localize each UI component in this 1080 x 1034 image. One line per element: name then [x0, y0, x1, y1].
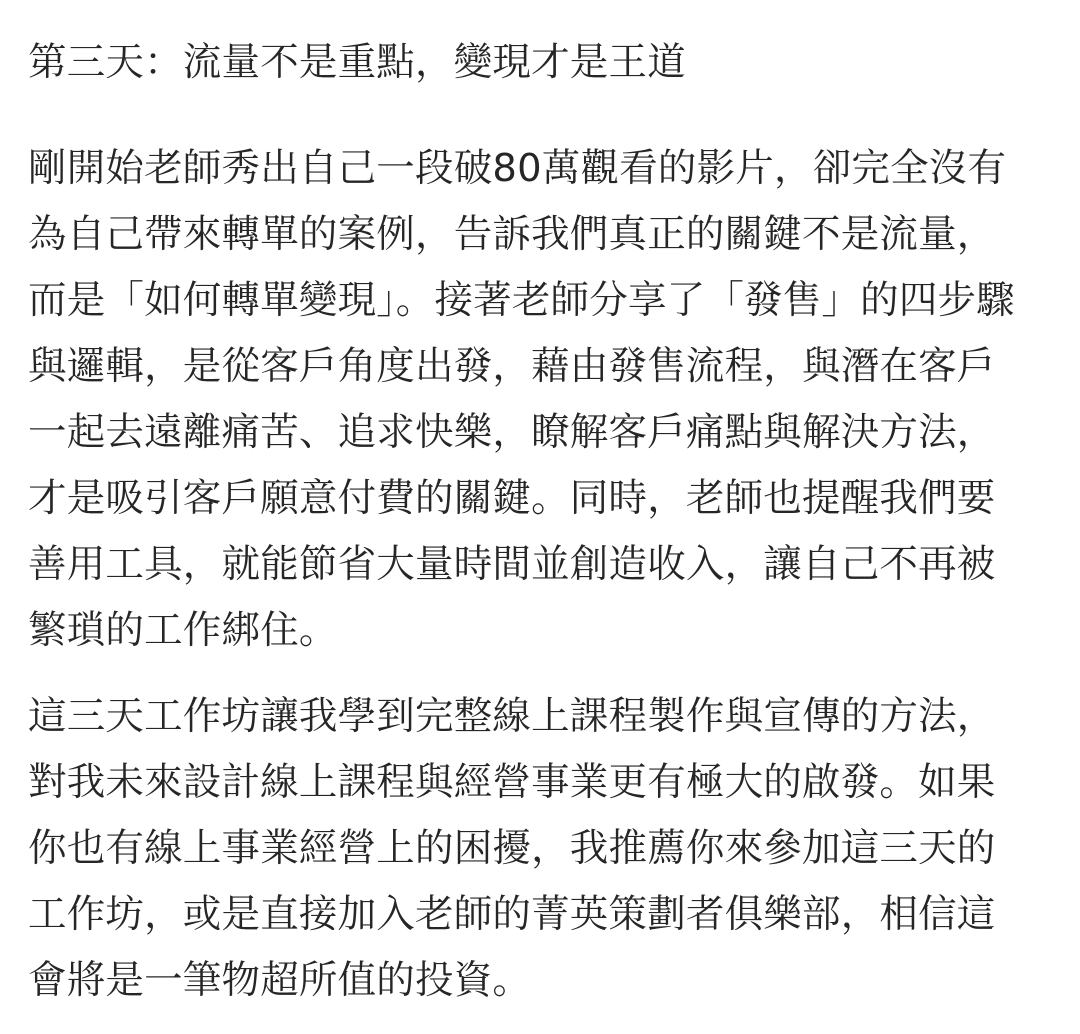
paragraph-line: 才是吸引客戶願意付費的關鍵。同時，老師也提醒我們要: [28, 476, 996, 521]
paragraph-line: 你也有線上事業經營上的困擾，我推薦你來參加這三天的: [28, 826, 996, 871]
section-heading: 第三天：流量不是重點，變現才是王道: [28, 40, 686, 85]
paragraph-line: 繁瑣的工作綁住。: [28, 608, 338, 653]
paragraph-line: 會將是一筆物超所值的投資。: [28, 958, 532, 1003]
paragraph-line: 對我未來設計線上課程與經營事業更有極大的啟發。如果: [28, 760, 996, 805]
paragraph-line: 為自己帶來轉單的案例，告訴我們真正的關鍵不是流量，: [28, 212, 996, 257]
paragraph-line: 這三天工作坊讓我學到完整線上課程製作與宣傳的方法，: [28, 694, 996, 739]
paragraph-line: 剛開始老師秀出自己一段破80萬觀看的影片，卻完全沒有: [28, 146, 1007, 191]
paragraph-line: 工作坊，或是直接加入老師的菁英策劃者俱樂部，相信這: [28, 892, 996, 937]
paragraph-line: 與邏輯，是從客戶角度出發，藉由發售流程，與潛在客戶: [28, 344, 996, 389]
paragraph-line: 一起去遠離痛苦、追求快樂，瞭解客戶痛點與解決方法，: [28, 410, 996, 455]
paragraph-line: 而是「如何轉單變現」。接著老師分享了「發售」的四步驟: [28, 278, 1015, 323]
paragraph-line: 善用工具，就能節省大量時間並創造收入，讓自己不再被: [28, 542, 996, 587]
